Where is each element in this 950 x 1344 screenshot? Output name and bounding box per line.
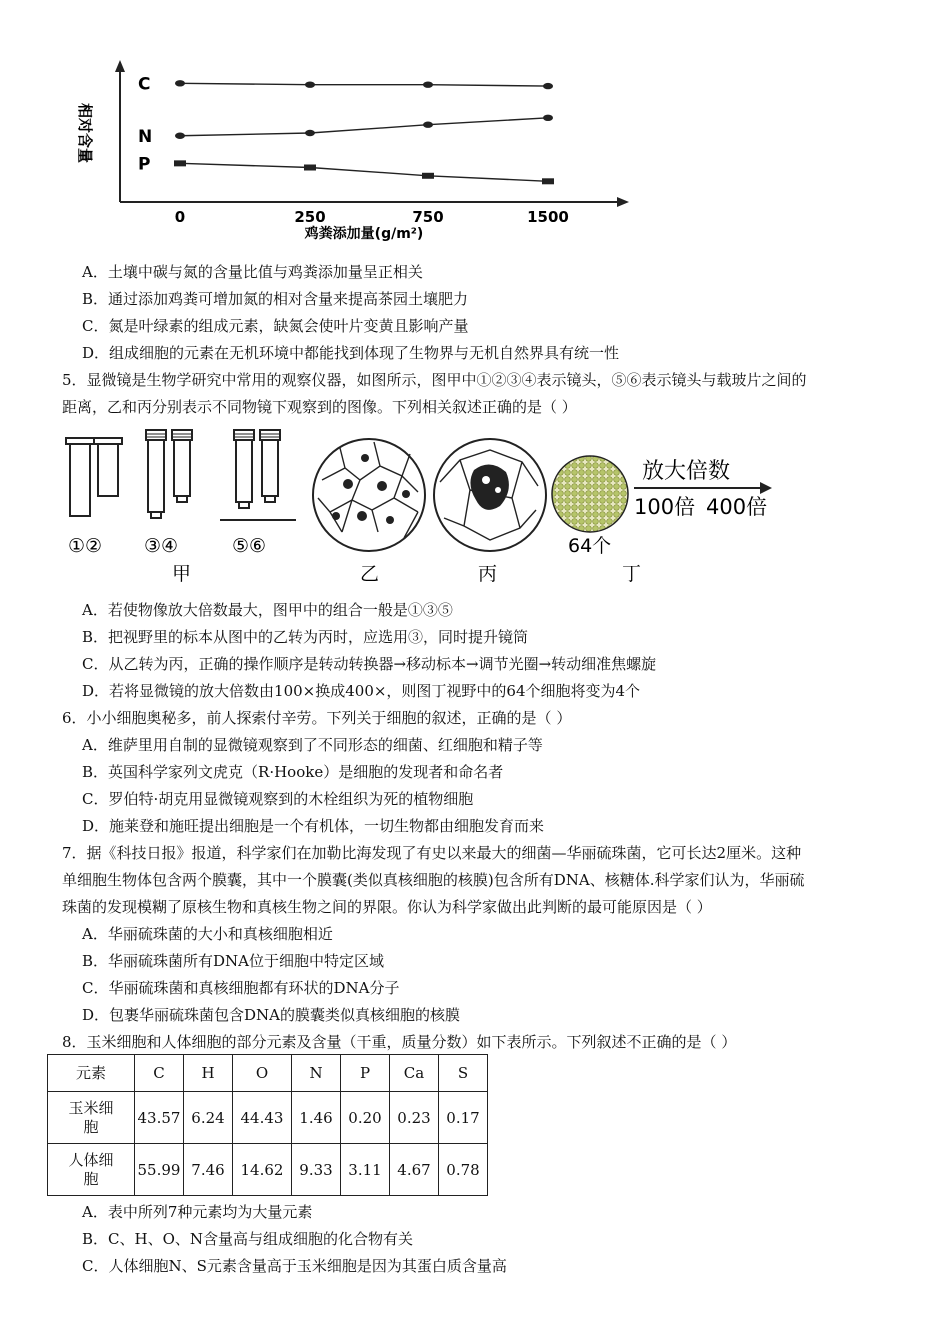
row-label-part: 胞 [83, 1117, 99, 1136]
data-point-N [305, 130, 315, 136]
q4-option-a: A．土壤中碳与氮的含量比值与鸡粪添加量呈正相关 [82, 263, 423, 281]
q6-stem: 6．小小细胞奥秘多，前人探索付辛劳。下列关于细胞的叙述，正确的是（ ） [62, 709, 572, 727]
x-tick-label: 0 [174, 208, 186, 226]
cell-count-label: 64个 [568, 535, 612, 557]
table-cell: 3.11 [341, 1144, 390, 1196]
panel-ding-field [552, 456, 628, 532]
row-label-part: 玉米细 [68, 1098, 114, 1117]
table-row-label [48, 1092, 135, 1144]
q8-option-a: A．表中所列7种元素均为大量元素 [82, 1203, 313, 1221]
data-point-C [305, 82, 315, 88]
lens-distance-5-6 [220, 430, 296, 520]
series-label-P: P [138, 154, 151, 175]
table-row [48, 1092, 488, 1144]
table-header-cell: 元素 [48, 1055, 135, 1092]
series-label-N: N [138, 126, 153, 147]
table-cell: 7.46 [184, 1144, 233, 1196]
table-header-cell: P [341, 1055, 390, 1092]
q8-option-c: C．人体细胞N、S元素含量高于玉米细胞是因为其蛋白质含量高 [82, 1257, 507, 1275]
x-axis-label: 鸡粪添加量(g/m²) [304, 226, 424, 242]
q6-option-d: D．施莱登和施旺提出细胞是一个有机体，一切生物都由细胞发育而来 [82, 817, 545, 835]
table-header-cell: O [233, 1055, 292, 1092]
table-cell: 0.23 [390, 1092, 439, 1144]
table-row-label [48, 1144, 135, 1196]
q7-stem-line1: 7．据《科技日报》报道，科学家们在加勒比海发现了有史以来最大的细菌—华丽硫珠菌，它可长达2厘米。这种 [62, 844, 802, 862]
table-header-cell: C [135, 1055, 184, 1092]
q7-option-c: C．华丽硫珠菌和真核细胞都有环状的DNA分子 [82, 979, 400, 997]
table-cell: 43.57 [135, 1092, 184, 1144]
series-line-P [180, 163, 548, 181]
element-content-table [47, 1054, 488, 1196]
q5-stem-line1: 5．显微镜是生物学研究中常用的观察仪器，如图所示，图甲中①②③④表示镜头，⑤⑥表示镜头与载玻片之间的 [62, 371, 807, 389]
data-point-N [423, 122, 433, 128]
x-tick-label: 250 [294, 208, 326, 226]
data-point-C [175, 80, 185, 86]
x-axis-arrow-icon [617, 197, 629, 207]
q5-option-b: B．把视野里的标本从图中的乙转为丙时，应选用③，同时提升镜筒 [82, 628, 529, 646]
x-tick-label: 1500 [527, 208, 569, 226]
q7-option-a: A．华丽硫珠菌的大小和真核细胞相近 [82, 925, 333, 943]
arrow-head-icon [760, 482, 772, 494]
q5-stem-line2: 距离，乙和丙分别表示不同物镜下观察到的图像。下列相关叙述正确的是（ ） [62, 398, 577, 416]
q6-option-b: B．英国科学家列文虎克（R·Hooke）是细胞的发现者和命名者 [82, 763, 504, 781]
q4-option-d: D．组成细胞的元素在无机环境中都能找到体现了生物界与无机自然界具有统一性 [82, 344, 620, 362]
eyepiece-lens-2 [94, 438, 122, 496]
table-cell: 6.24 [184, 1092, 233, 1144]
lens-label-5-6: ⑤⑥ [232, 535, 267, 557]
table-row [48, 1144, 488, 1196]
eyepiece-lens-1 [66, 438, 94, 516]
table-header-cell: Ca [390, 1055, 439, 1092]
series-line-N [180, 118, 548, 136]
series-line-C [180, 83, 548, 86]
data-point-P [542, 178, 554, 184]
table-header-row [48, 1055, 488, 1092]
panel-label-ding: 丁 [622, 563, 642, 585]
q7-stem-line3: 珠菌的发现模糊了原核生物和真核生物之间的界限。你认为科学家做出此判断的最可能原因是（ ） [62, 898, 712, 916]
panel-yi-cells [313, 439, 425, 551]
data-point-N [175, 133, 185, 139]
table-cell: 0.17 [439, 1092, 488, 1144]
table-header-cell: N [292, 1055, 341, 1092]
q8-option-b: B．C、H、O、N含量高与组成细胞的化合物有关 [82, 1230, 414, 1248]
lens-label-3-4: ③④ [144, 535, 179, 557]
series-label-C: C [138, 74, 151, 95]
q4-option-c: C．氮是叶绿素的组成元素，缺氮会使叶片变黄且影响产量 [82, 317, 469, 335]
table-header-cell: H [184, 1055, 233, 1092]
data-point-P [304, 165, 316, 171]
q7-stem-line2: 单细胞生物体包含两个膜囊，其中一个膜囊(类似真核细胞的核膜)包含所有DNA、核糖体.科学家们认为，华丽硫 [62, 871, 805, 889]
table-cell: 44.43 [233, 1092, 292, 1144]
mag-low-label: 100倍 [634, 495, 696, 519]
objective-lens-3 [146, 430, 166, 518]
q4-option-b: B．通过添加鸡粪可增加氮的相对含量来提高茶园土壤肥力 [82, 290, 469, 308]
data-point-N [543, 115, 553, 121]
panel-label-jia: 甲 [172, 563, 192, 585]
row-label-part: 人体细 [68, 1150, 114, 1169]
mag-high-label: 400倍 [706, 495, 768, 519]
data-point-P [422, 173, 434, 179]
q5-option-a: A．若使物像放大倍数最大，图甲中的组合一般是①③⑤ [82, 601, 453, 619]
chart-marks [138, 74, 554, 184]
arrow-label: 放大倍数 [642, 459, 731, 484]
data-point-P [174, 160, 186, 166]
x-tick-label: 750 [412, 208, 444, 226]
row-label-part: 胞 [83, 1169, 99, 1188]
data-point-C [423, 82, 433, 88]
data-point-C [543, 83, 553, 89]
table-cell: 55.99 [135, 1144, 184, 1196]
panel-label-yi: 乙 [360, 563, 380, 585]
table-cell: 0.20 [341, 1092, 390, 1144]
q6-option-a: A．维萨里用自制的显微镜观察到了不同形态的细菌、红细胞和精子等 [82, 736, 543, 754]
table-cell: 4.67 [390, 1144, 439, 1196]
panel-label-bing: 丙 [478, 563, 498, 585]
q8-stem: 8．玉米细胞和人体细胞的部分元素及含量（干重，质量分数）如下表所示。下列叙述不正确的是（ ） [62, 1033, 737, 1051]
table-cell: 9.33 [292, 1144, 341, 1196]
table-cell: 14.62 [233, 1144, 292, 1196]
q7-option-b: B．华丽硫珠菌所有DNA位于细胞中特定区域 [82, 952, 385, 970]
table-cell: 0.78 [439, 1144, 488, 1196]
q5-option-c: C．从乙转为丙，正确的操作顺序是转动转换器→移动标本→调节光圈→转动细准焦螺旋 [82, 655, 657, 673]
lens-label-1-2: ①② [68, 535, 103, 557]
microscope-figure [60, 420, 790, 590]
table-header-cell: S [439, 1055, 488, 1092]
element-content-line-chart [60, 52, 650, 242]
q5-option-d: D．若将显微镜的放大倍数由100×换成400×，则图丁视野中的64个细胞将变为4个 [82, 682, 641, 700]
y-axis-label: 相对含量 [76, 102, 94, 164]
q6-option-c: C．罗伯特·胡克用显微镜观察到的木栓组织为死的植物细胞 [82, 790, 474, 808]
q7-option-d: D．包裹华丽硫珠菌包含DNA的膜囊类似真核细胞的核膜 [82, 1006, 461, 1024]
y-axis-arrow-icon [115, 60, 125, 72]
objective-lens-4 [172, 430, 192, 502]
table-cell: 1.46 [292, 1092, 341, 1144]
panel-bing-cells [434, 439, 546, 551]
